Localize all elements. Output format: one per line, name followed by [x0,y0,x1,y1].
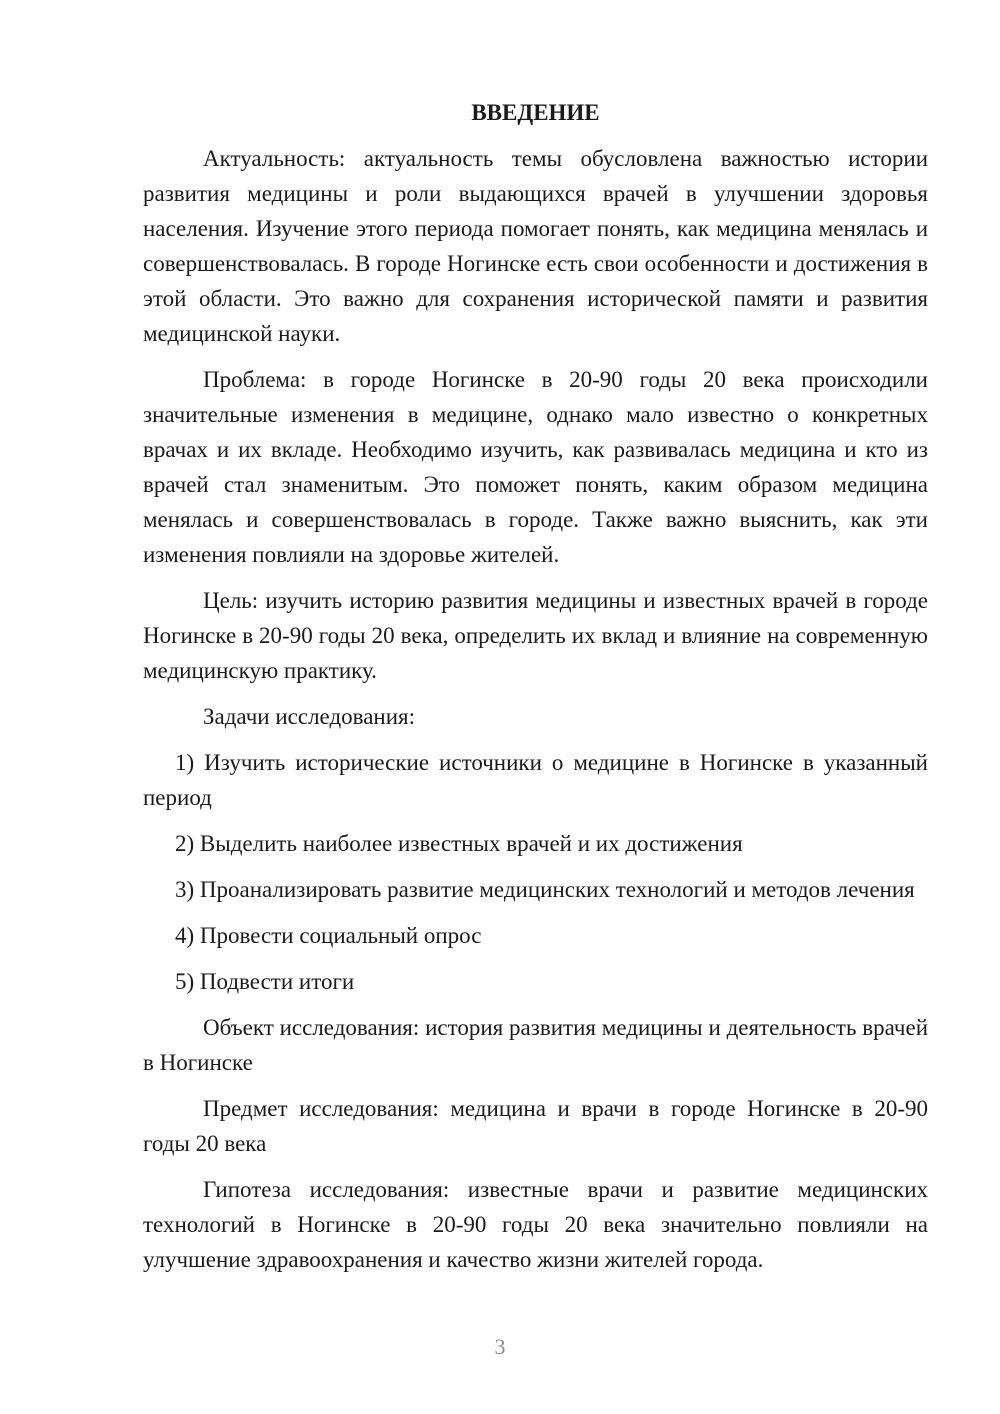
object-paragraph: Объект исследования: история развития медицины и деятельность врачей в Ногинске [143,1015,928,1075]
task-item: 1) Изучить исторические источники о медицине в Ногинске в указанный период [143,750,928,810]
page-number: 3 [494,1334,506,1359]
document-page [143,96,928,1288]
subject-paragraph: Предмет исследования: медицина и врачи в городе Ногинске в 20-90 годы 20 века [143,1096,928,1156]
relevance-paragraph: Актуальность: актуальность темы обусловлена важностью истории развития медицины и роли выдающихся врачей в улучшении здоровья населения. Изучение этого периода помогает понять, как медицина менялась и совершенствовалась. В городе Ногинске есть свои особенности и достижения в этой области. Это важно для сохранения исторической памяти и развития медицинской науки. [143,146,928,346]
task-item: 2) Выделить наиболее известных врачей и их достижения [175,831,743,856]
task-item: 3) Проанализировать развитие медицинских технологий и методов лечения [175,877,915,902]
task-item: 5) Подвести итоги [175,969,355,994]
section-title: ВВЕДЕНИЕ [471,100,600,125]
tasks-heading: Задачи исследования: [203,704,416,729]
hypothesis-paragraph: Гипотеза исследования: известные врачи и развитие медицинских технологий в Ногинске в 20-90 годы 20 века значительно повлияли на улучшение здравоохранения и качество жизни жителей города. [143,1177,928,1272]
task-item: 4) Провести социальный опрос [175,923,482,948]
goal-paragraph: Цель: изучить историю развития медицины и известных врачей в городе Ногинске в 20-90 годы 20 века, определить их вклад и влияние на современную медицинскую практику. [143,588,928,683]
problem-paragraph: Проблема: в городе Ногинске в 20-90 годы 20 века происходили значительные изменения в медицине, однако мало известно о конкретных врачах и их вкладе. Необходимо изучить, как развивалась медицина и кто из врачей стал знаменитым. Это поможет понять, каким образом медицина менялась и совершенствовалась в городе. Также важно выяснить, как эти изменения повлияли на здоровье жителей. [143,367,928,567]
